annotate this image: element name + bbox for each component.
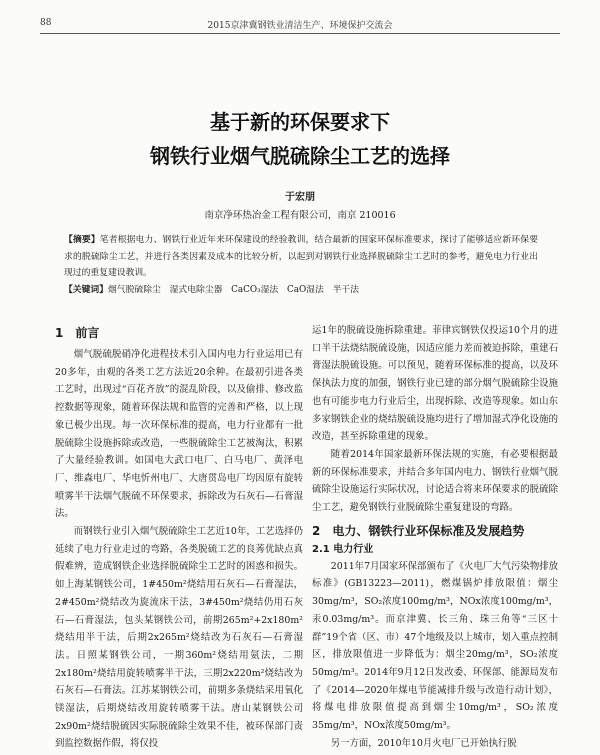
power-paragraph-1: 2011年7月国家环保部颁布了《火电厂大气污染物排放标准》(GB13223—2011)，燃煤锅炉排放限值：烟尘30mg/m³，SO₂浓度100mg/m³，NOx浓度100mg/m³，汞0.03mg/m³。而京津冀、长三角、珠三角等“三区十群”19个省（区、市）47个地级及以上城市，划入重点控制区，排放限值进一步降低为：烟尘20mg/m³，SO₂浓度50mg/m³。2014年9月12日发改委、环保部、能源局发布了《2014—2020年煤电节能减排升级与改造行动计划》，将煤电排放限值提高到烟尘10mg/m³，SO₂浓度35mg/m³，NOx浓度50mg/m³。 bbox=[312, 560, 558, 732]
header-rule bbox=[40, 33, 560, 34]
intro-paragraph-1: 烟气脱硫脱硝净化进程技术引入国内电力行业运用已有20多年，由观的各类工艺方法近20余种。在最初引进各类工艺时，出现过“百花齐放”的混乱阶段，以及偷排、修改监控数据等现象，随着环保法规和监管的完善和严格，以上现象已极少出现。每一次环保标准的提高，电力行业都有一批脱硫除尘设施拆除或改造，一些脱硫除尘工艺被淘汰，积累了大量经验教训。如国电大武口电厂、白马电厂、黄泽电厂、维森电厂、华电忻州电厂、大唐贯岛电厂均因原有旋转喷雾半干法烟气脱硫不环保要求，拆除改为石灰石—石膏湿法。 bbox=[55, 349, 303, 520]
abstract bbox=[64, 232, 538, 282]
author: 于宏朋 bbox=[285, 192, 315, 203]
keywords bbox=[64, 282, 538, 299]
affiliation: 南京净环热冶金工程有限公司，南京 210016 bbox=[204, 210, 396, 221]
intro-paragraph-3: 随着2014年国家最新环保法规的实施，有必要根据最新的环保标准要求，并结合多年国内电力、钢铁行业烟气脱硫除尘设施运行实际状况，讨论适合将来环保要求的脱硫除尘工艺，避免钢铁行业脱硫除尘重复建设的弯路。 bbox=[312, 448, 558, 514]
intro-paragraph-continued: 运1年的脱硫设施拆除重建。菲律宾钢铁仅投运10个月的进口半干法烧结脱硫设施，因适应能力差而被迫拆除，重建石膏湿法脱硫设施。可以预见，随着环保标准的提高，以及环保执法力度的加强，钢铁行业已建的部分烟气脱硫除尘设施也有可能步电力行业后尘，出现拆除、改造等现象。如山东多家钢铁企业的烧结脱硫设施均进行了增加湿式净化设施的改造，甚至拆除重建的现象。 bbox=[312, 325, 558, 443]
journal-title: 2015京津冀钢铁业清洁生产、环境保护交流会 bbox=[207, 21, 393, 31]
running-header bbox=[40, 18, 560, 36]
abstract-block bbox=[64, 232, 538, 298]
intro-paragraph-2: 而钢铁行业引入烟气脱硫除尘工艺近10年，工艺选择仍延续了电力行业走过的弯路，各类脱硫工艺的良莠优缺点真假难辨，造成钢铁企业选择脱硫除尘工艺时的困惑和损失。如上海某钢铁公司，1#450m²烧结用石灰石—石膏湿法，2#450m²烧结改为旋流床干法，3#450m²烧结仍用石灰石—石膏湿法，包头某钢铁公司，前期265m²+2x180m²烧结用半干法，后期2x265m²烧结改为石灰石—石膏湿法。日照某钢铁公司，一期360m²烧结用氨法，二期2x180m²烧结用旋转喷雾半干法，三期2x220m²烧结改为石灰石—石膏法。江苏某钢铁公司，前期多条烧结采用氧化镁湿法，后期烧结改用旋转喷雾干法。唐山某钢铁公司2x90m²烧结脱硫因实际脱硫除尘效果不佳，被环保部门责到监控数据作假，将仅投 bbox=[55, 526, 303, 750]
page-number: 88 bbox=[40, 18, 52, 28]
paper-title-line-1: 基于新的环保要求下 bbox=[210, 110, 390, 134]
power-paragraph-2: 另一方面，2010年10月火电厂已开始执行脱 bbox=[330, 737, 517, 749]
keywords-label: 【关键词】 bbox=[64, 284, 108, 295]
keywords-text: 烟气脱硫除尘 湿式电除尘器 CaCO₃湿法 CaO湿法 半干法 bbox=[108, 284, 359, 295]
subsection-heading-power: 2.1 电力行业 bbox=[312, 543, 374, 555]
section-heading-standards: 2 电力、钢铁行业环保标准及发展趋势 bbox=[312, 523, 525, 538]
abstract-text: 笔者根据电力、钢铁行业近年来环保建设的经验教训，结合最新的国家环保标准要求，探讨了能够适应新环保要求的脱硫除尘工艺，并进行各类因素及成本的比较分析，以起到对钢铁行业选择脱硫除尘工艺时的参考，避免电力行业出现过的重复建设教训。 bbox=[64, 235, 538, 278]
right-column bbox=[312, 322, 558, 752]
abstract-label: 【摘要】 bbox=[64, 235, 100, 245]
section-heading-introduction: 1 前言 bbox=[55, 326, 100, 340]
paper-title-line-2: 钢铁行业烟气脱硫除尘工艺的选择 bbox=[150, 144, 450, 168]
left-column bbox=[55, 322, 303, 753]
